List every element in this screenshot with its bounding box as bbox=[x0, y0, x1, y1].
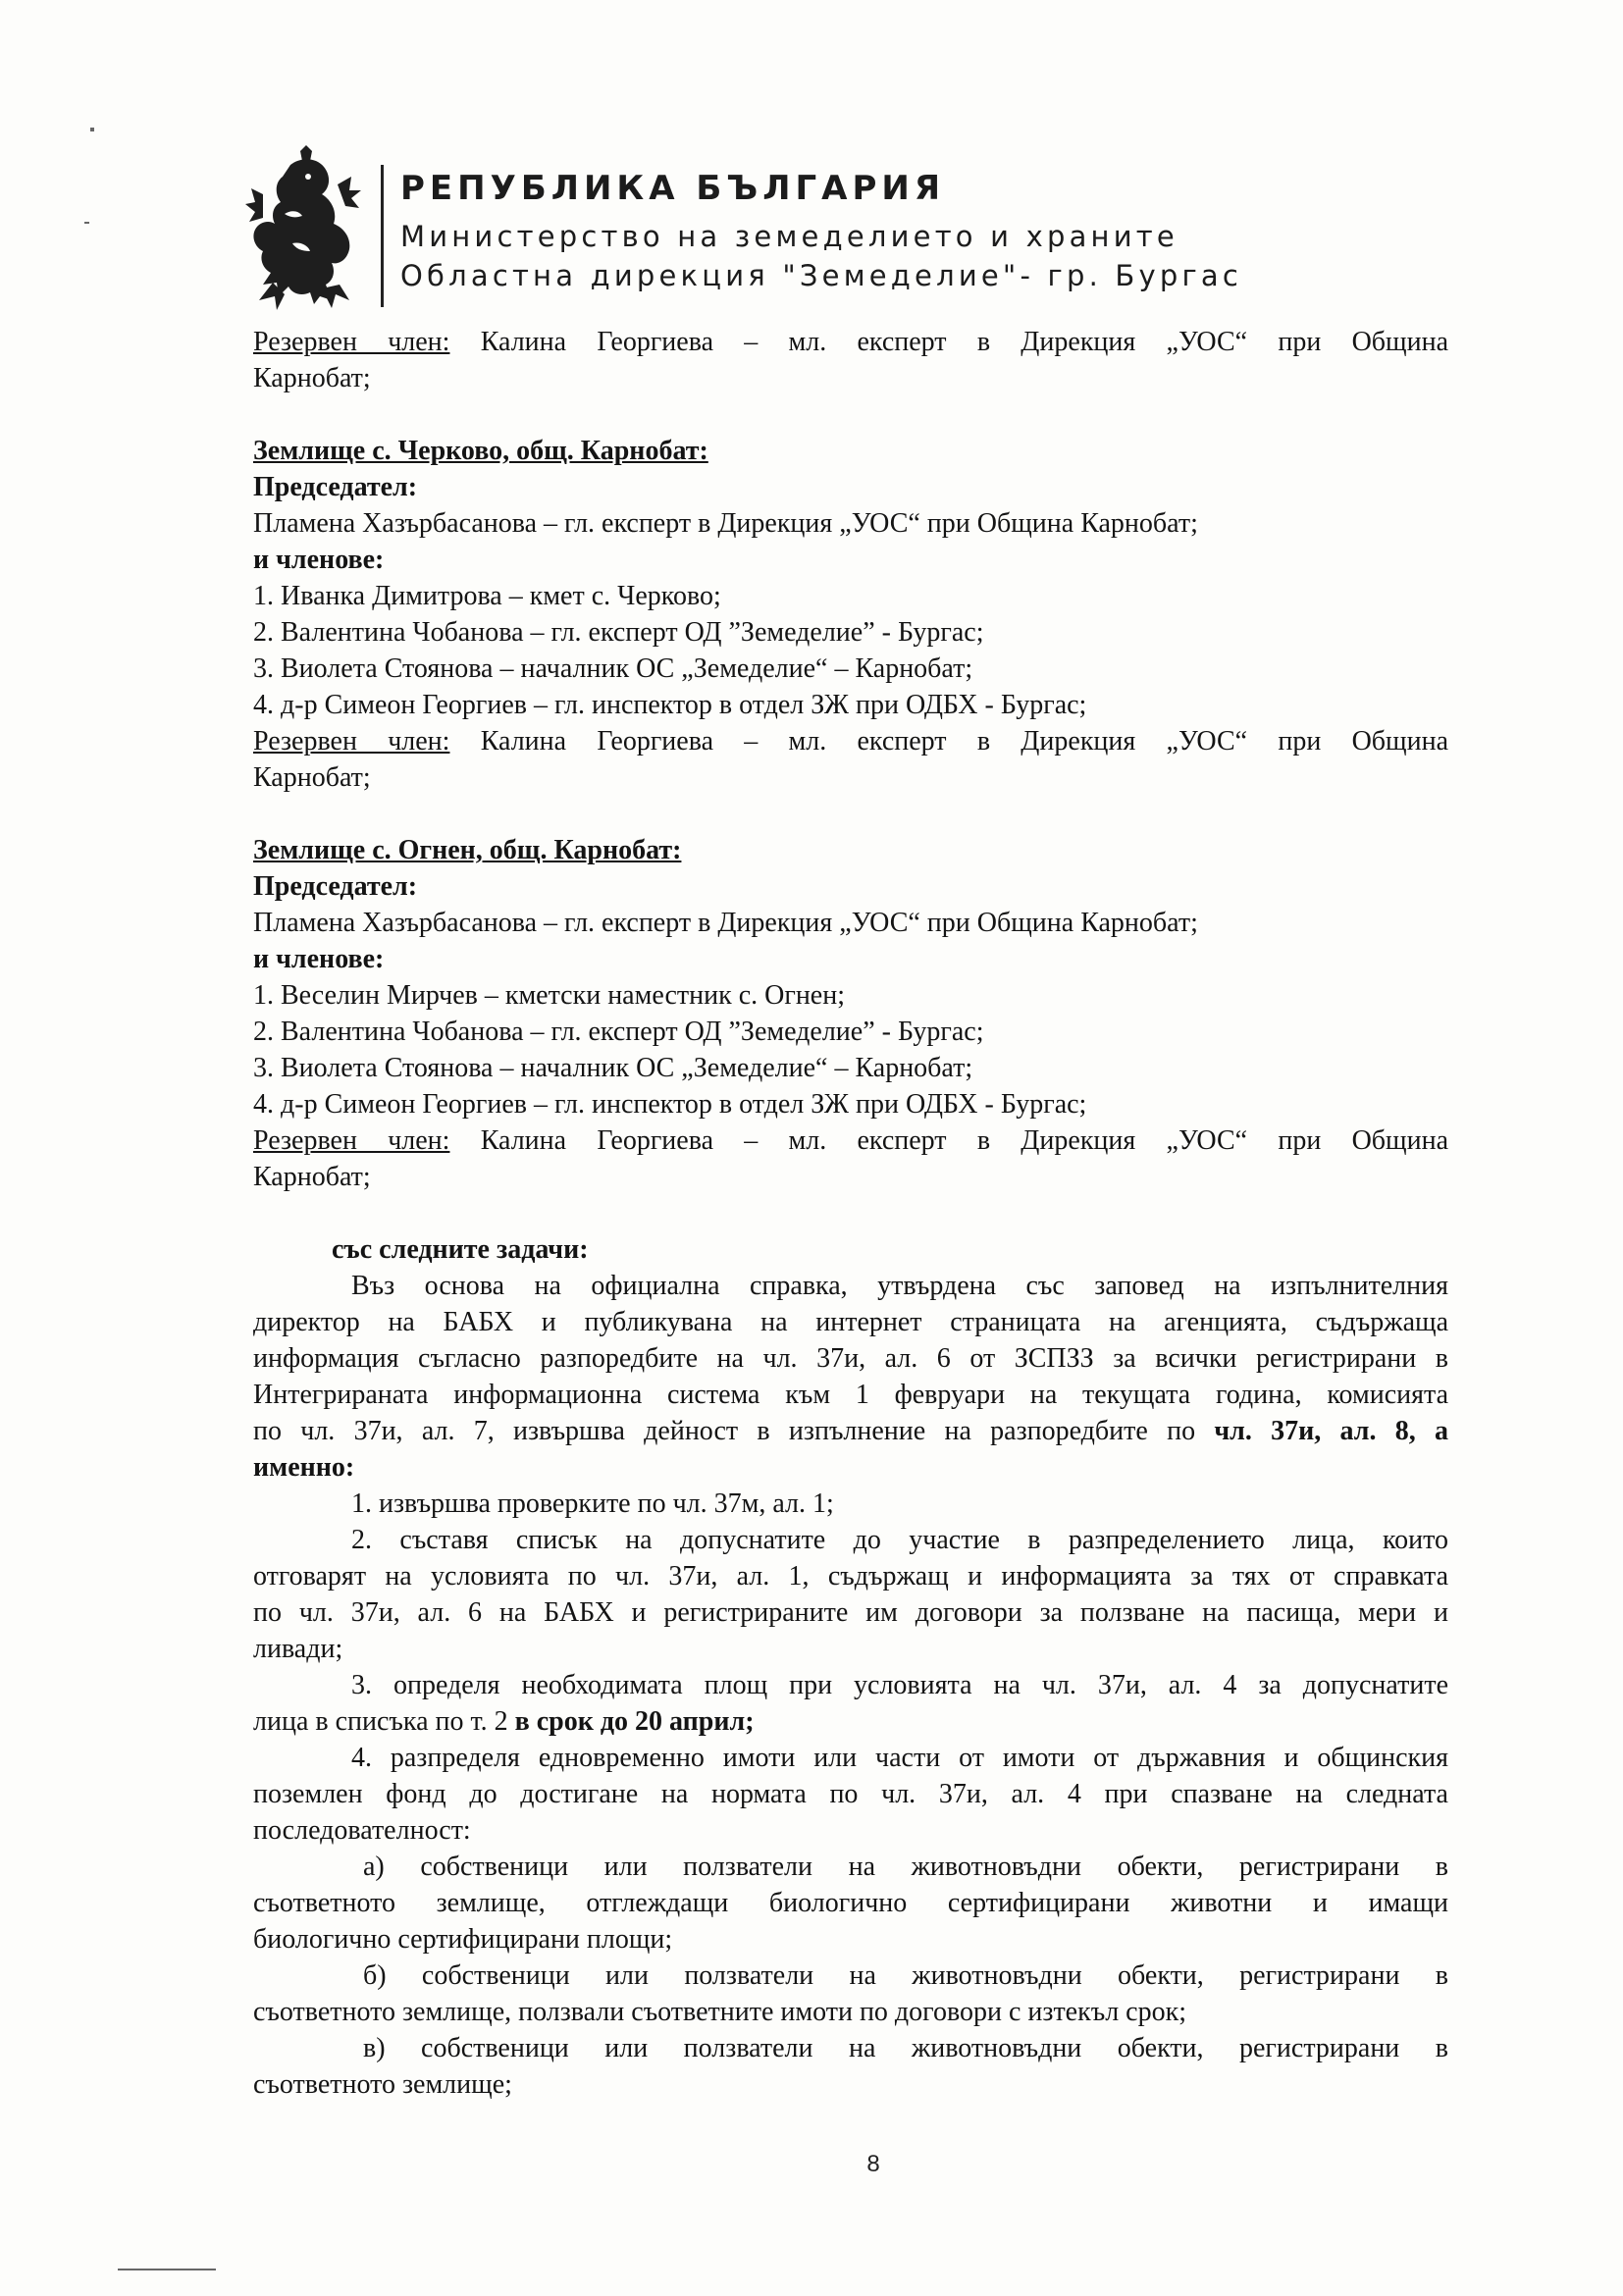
letterhead-directorate: Областна дирекция "Земеделие"- гр. Бургас bbox=[400, 259, 1243, 292]
letterhead-divider bbox=[381, 165, 384, 307]
ognen-heading: Землище с. Огнен, общ. Карнобат: bbox=[253, 835, 682, 865]
lion-coat-of-arms-icon bbox=[243, 145, 361, 310]
scan-speck bbox=[90, 128, 94, 131]
task-item-3-text: лица в списъка по т. 2 bbox=[253, 1706, 515, 1737]
scan-speck bbox=[84, 222, 89, 224]
tasks-paragraph-line: именно: bbox=[253, 1452, 355, 1483]
ognen-chair-label: Председател: bbox=[253, 871, 418, 902]
tasks-paragraph-line: информация съгласно разпоредбите на чл. 37и, ал. 6 от ЗСПЗЗ за всички регистрирани в bbox=[253, 1343, 1448, 1374]
reserve-label: Резервен член: bbox=[253, 327, 450, 357]
tasks-paragraph-text: по чл. 37и, ал. 7, извършва дейност в изпълнение на разпоредбите по bbox=[253, 1416, 1215, 1446]
page-number: 8 bbox=[866, 2151, 880, 2177]
letterhead-ministry: Министерство на земеделието и храните bbox=[400, 220, 1178, 253]
cherkovo-reserve-line bbox=[253, 723, 1448, 759]
task-item-3-line bbox=[253, 1703, 1448, 1740]
task-item-c-line: в) собственици или ползватели на животновъдни обекти, регистрирани в bbox=[363, 2033, 1448, 2063]
task-item-4-line: последователност: bbox=[253, 1815, 471, 1846]
task-item-4-line: 4. разпределя едновременно имоти или части от имоти от държавния и общинския bbox=[351, 1743, 1448, 1773]
cherkovo-chair: Пламена Хазърбасанова – гл. експерт в Дирекция „УОС“ при Община Карнобат; bbox=[253, 508, 1198, 539]
ognen-member: 1. Веселин Мирчев – кметски наместник с. Огнен; bbox=[253, 980, 845, 1011]
task-item-a-line: съответното землище, отглеждащи биологично сертифицирани животни и имащи bbox=[253, 1888, 1448, 1918]
task-item-2-line: 2. съставя списък на допуснатите до участие в разпределението лица, които bbox=[351, 1525, 1448, 1555]
cherkovo-chair-label: Председател: bbox=[253, 472, 418, 502]
ognen-reserve-line bbox=[253, 1122, 1448, 1159]
cherkovo-member: 3. Виолета Стоянова – началник ОС „Земеделие“ – Карнобат; bbox=[253, 653, 973, 684]
reserve-text: Калина Георгиева – мл. експерт в Дирекция „УОС“ при Община bbox=[449, 726, 1448, 757]
cherkovo-member: 2. Валентина Чобанова – гл. експерт ОД ”Земеделие” - Бургас; bbox=[253, 617, 984, 648]
cherkovo-member: 1. Иванка Димитрова – кмет с. Черково; bbox=[253, 581, 721, 611]
task-item-a-line: биологично сертифицирани площи; bbox=[253, 1924, 673, 1955]
tasks-paragraph-line: Интегрираната информационна система към 1 февруари на текущата година, комисията bbox=[253, 1380, 1448, 1410]
scan-footer-line bbox=[118, 2269, 216, 2270]
cherkovo-heading: Землище с. Черково, общ. Карнобат: bbox=[253, 436, 708, 466]
ognen-members-label: и членове: bbox=[253, 944, 385, 974]
letterhead-country: РЕПУБЛИКА БЪЛГАРИЯ bbox=[400, 169, 945, 208]
tasks-paragraph-bold: чл. 37и, ал. 8, а bbox=[1214, 1416, 1448, 1446]
reserve-text: Калина Георгиева – мл. експерт в Дирекция „УОС“ при Община bbox=[449, 1125, 1448, 1156]
tasks-paragraph-line: Въз основа на официална справка, утвърдена със заповед на изпълнителния bbox=[351, 1271, 1448, 1301]
ognen-reserve-line2: Карнобат; bbox=[253, 1162, 371, 1192]
tasks-paragraph-line: директор на БАБХ и публикувана на интернет страницата на агенцията, съдържаща bbox=[253, 1307, 1448, 1337]
document-body bbox=[253, 324, 1448, 2103]
cherkovo-reserve-line2: Карнобат; bbox=[253, 762, 371, 793]
task-item-1: 1. извършва проверките по чл. 37м, ал. 1; bbox=[351, 1488, 834, 1519]
ognen-member: 2. Валентина Чобанова – гл. експерт ОД ”Земеделие” - Бургас; bbox=[253, 1017, 984, 1047]
task-item-4-line: поземлен фонд до достигане на нормата по чл. 37и, ал. 4 при спазване на следната bbox=[253, 1779, 1448, 1809]
task-item-3-line: 3. определя необходимата площ при условията на чл. 37и, ал. 4 за допуснатите bbox=[351, 1670, 1448, 1700]
ognen-member: 3. Виолета Стоянова – началник ОС „Земеделие“ – Карнобат; bbox=[253, 1053, 973, 1083]
tasks-paragraph-line bbox=[253, 1413, 1448, 1449]
task-item-a-line: а) собственици или ползватели на животновъдни обекти, регистрирани в bbox=[363, 1852, 1448, 1882]
reserve-text: Калина Георгиева – мл. експерт в Дирекция „УОС“ при Община bbox=[449, 327, 1448, 357]
task-item-2-line: ливади; bbox=[253, 1634, 343, 1664]
cherkovo-members-label: и членове: bbox=[253, 545, 385, 575]
task-item-3-deadline: в срок до 20 април; bbox=[514, 1706, 755, 1737]
task-item-c-line: съответното землище; bbox=[253, 2069, 512, 2100]
task-item-2-line: по чл. 37и, ал. 6 на БАБХ и регистрираните им договори за ползване на пасища, мери и bbox=[253, 1597, 1448, 1628]
reserve-label: Резервен член: bbox=[253, 726, 450, 757]
ognen-member: 4. д-р Симеон Георгиев – гл. инспектор в отдел ЗЖ при ОДБХ - Бургас; bbox=[253, 1089, 1087, 1120]
ognen-chair: Пламена Хазърбасанова – гл. експерт в Дирекция „УОС“ при Община Карнобат; bbox=[253, 908, 1198, 938]
intro-reserve-line bbox=[253, 324, 1448, 360]
task-item-b-line: съответното землище, ползвали съответните имоти по договори с изтекъл срок; bbox=[253, 1997, 1186, 2027]
reserve-label: Резервен член: bbox=[253, 1125, 450, 1156]
intro-reserve-line2: Карнобат; bbox=[253, 363, 371, 393]
tasks-heading: със следните задачи: bbox=[332, 1234, 589, 1265]
task-item-b-line: б) собственици или ползватели на животновъдни обекти, регистрирани в bbox=[363, 1960, 1448, 1991]
task-item-2-line: отговарят на условията по чл. 37и, ал. 1, съдържащ и информацията за тях от справката bbox=[253, 1561, 1448, 1592]
cherkovo-member: 4. д-р Симеон Георгиев – гл. инспектор в отдел ЗЖ при ОДБХ - Бургас; bbox=[253, 690, 1087, 720]
